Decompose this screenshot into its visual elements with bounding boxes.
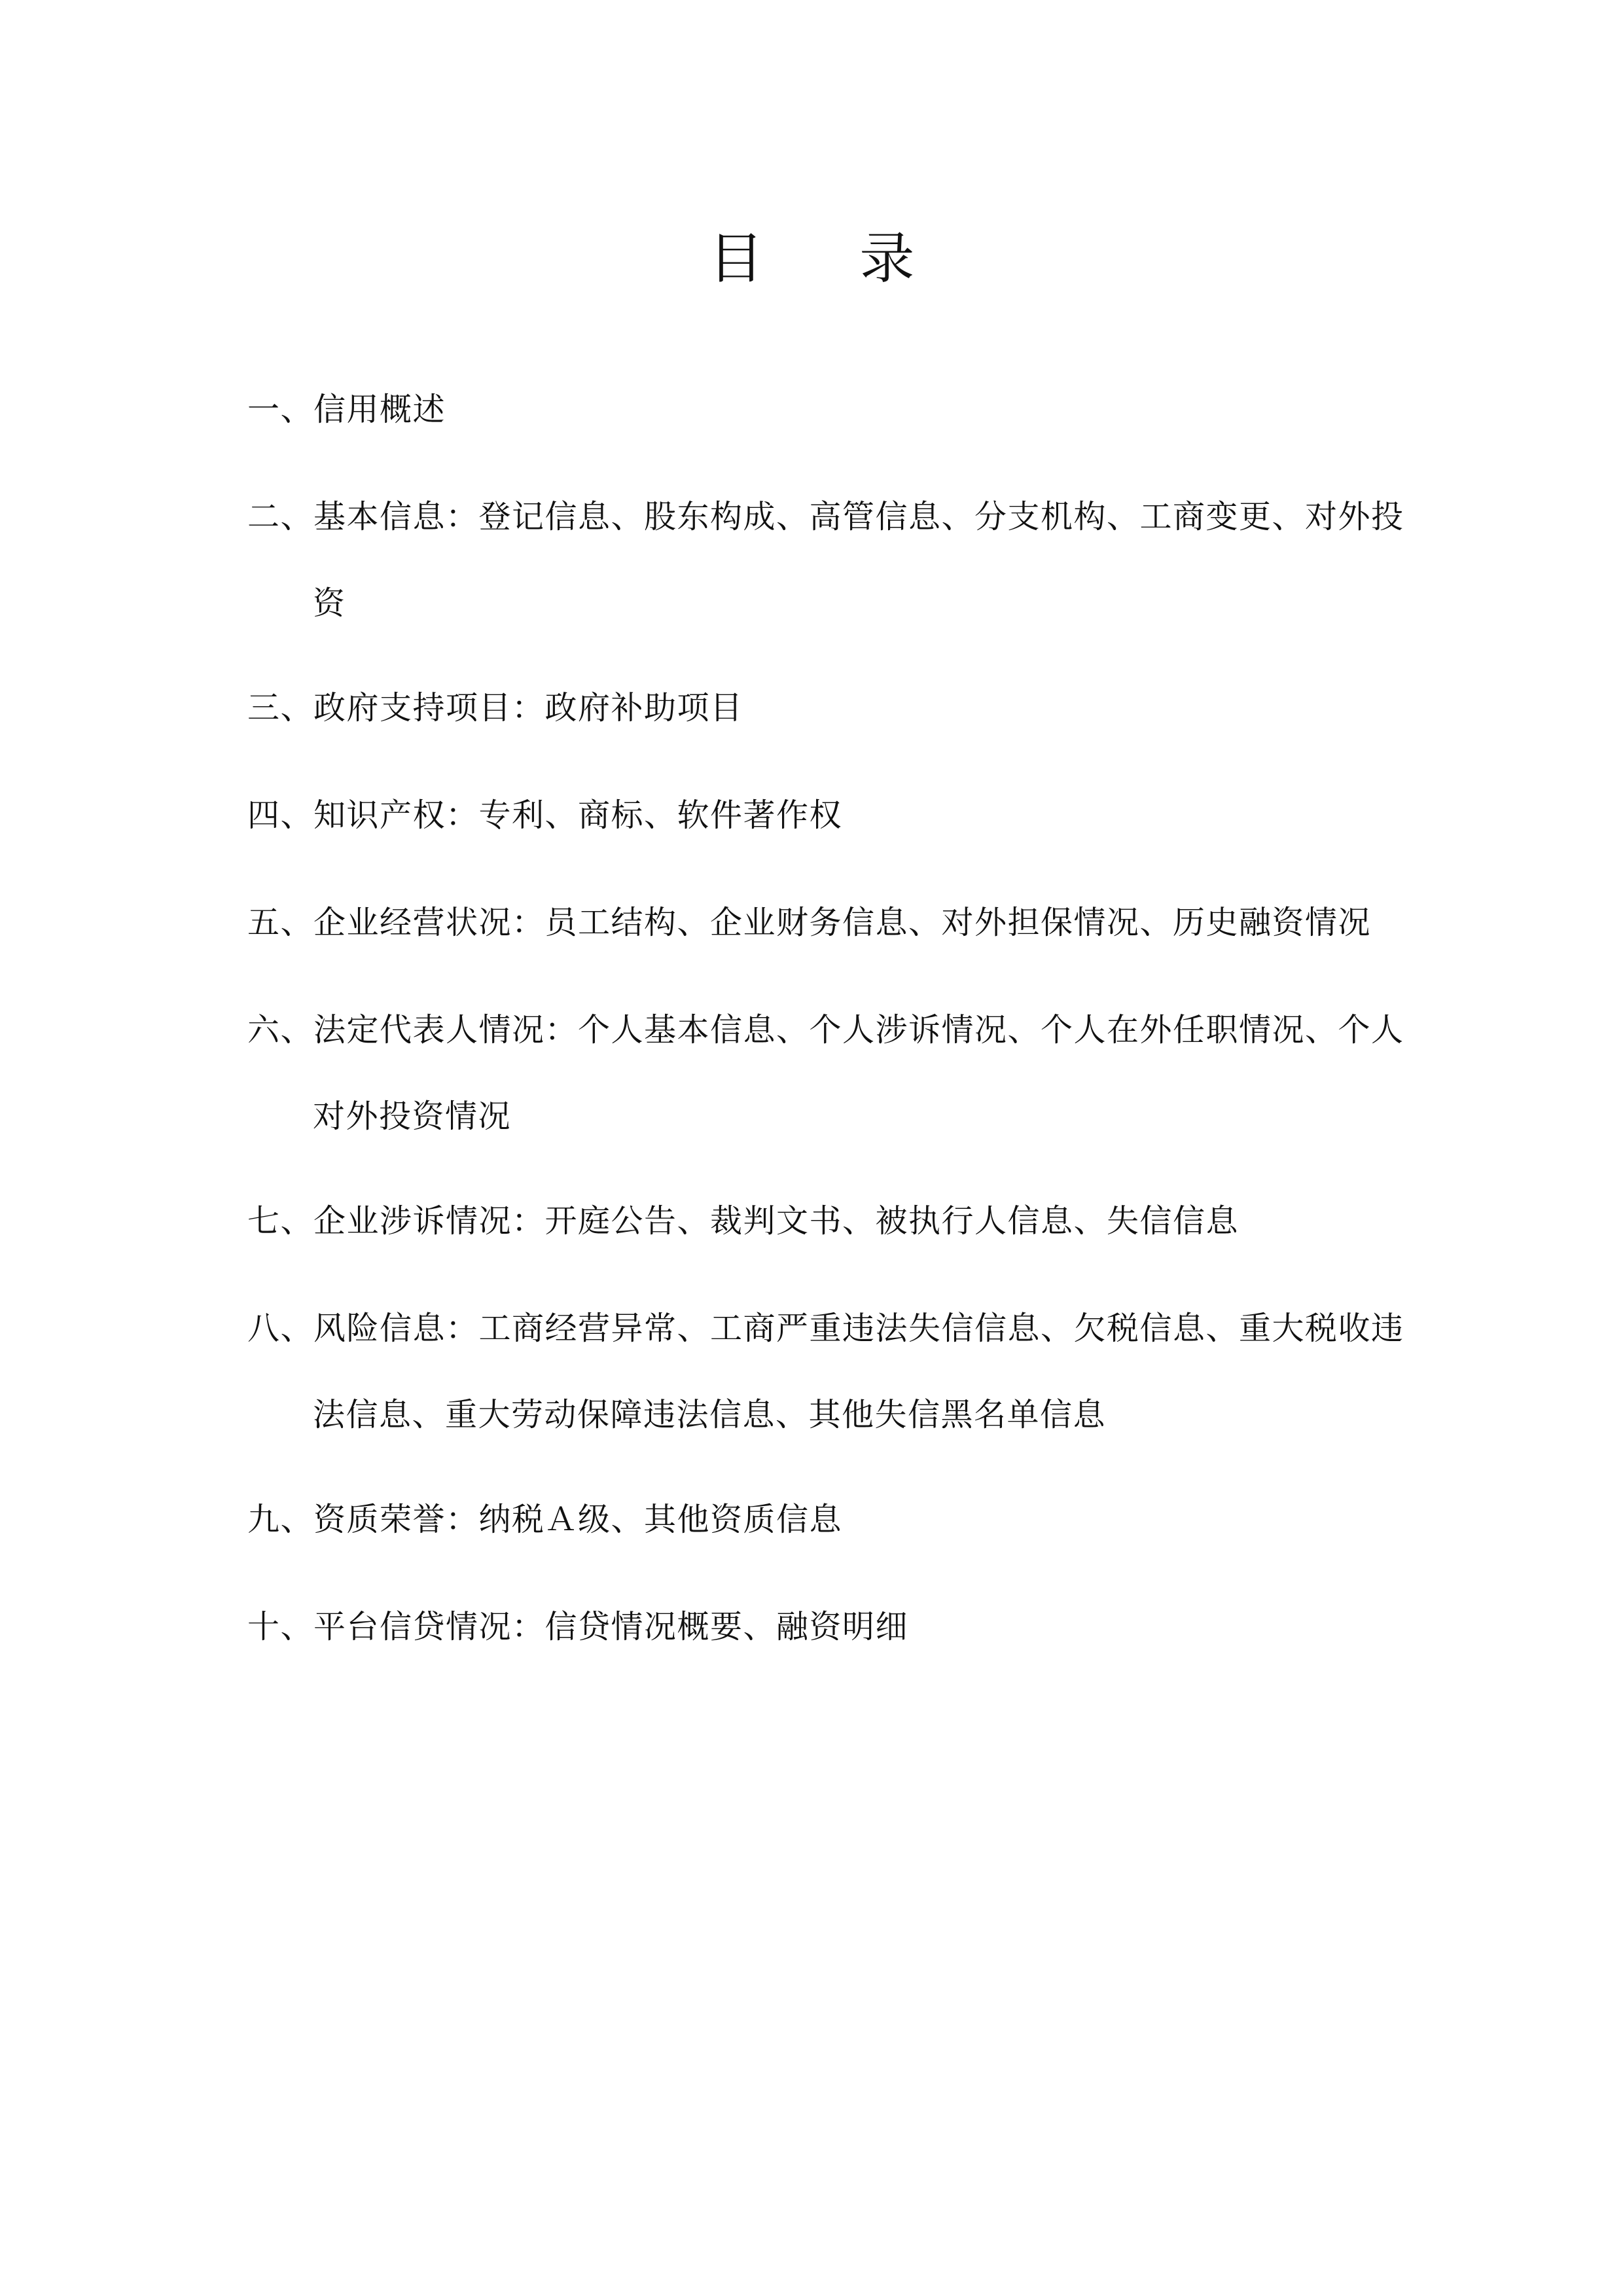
toc-item-credit-overview	[247, 367, 1393, 453]
toc-item-line-continued: 资	[313, 584, 346, 622]
toc-item-line: 八、风险信息：工商经营异常、工商严重违法失信信息、欠税信息、重大税收违	[247, 1310, 1404, 1347]
toc-item-line: 五、企业经营状况：员工结构、企业财务信息、对外担保情况、历史融资情况	[247, 904, 1372, 941]
toc-item-risk-info	[247, 1285, 1404, 1458]
page-title: 目 录	[708, 226, 954, 291]
toc-item-line-continued: 法信息、重大劳动保障违法信息、其他失信黑名单信息	[313, 1396, 1107, 1433]
toc-item-business-status	[247, 880, 1393, 966]
toc-item-line: 三、政府支持项目：政府补助项目	[247, 689, 743, 726]
toc-item-government-support	[247, 665, 1393, 751]
toc-item-line: 七、企业涉诉情况：开庭公告、裁判文书、被执行人信息、失信信息	[247, 1202, 1240, 1240]
toc-item-basic-info	[247, 474, 1404, 647]
toc-item-line-continued: 对外投资情况	[313, 1098, 512, 1135]
toc-item-line: 十、平台信贷情况：信贷情况概要、融资明细	[247, 1608, 909, 1645]
toc-item-platform-credit	[247, 1584, 1393, 1670]
toc-item-line: 一、信用概述	[247, 391, 446, 428]
toc-item-line: 二、基本信息：登记信息、股东构成、高管信息、分支机构、工商变更、对外投	[247, 498, 1404, 535]
toc-item-intellectual-property	[247, 772, 1393, 859]
toc-item-line: 六、法定代表人情况：个人基本信息、个人涉诉情况、个人在外任职情况、个人	[247, 1011, 1404, 1049]
toc-item-legal-representative	[247, 987, 1404, 1160]
toc-item-litigation	[247, 1178, 1393, 1265]
toc-item-qualifications	[247, 1477, 1393, 1563]
toc-item-line: 九、资质荣誉：纳税Ａ级、其他资质信息	[247, 1501, 843, 1538]
toc-item-line: 四、知识产权：专利、商标、软件著作权	[247, 797, 843, 834]
